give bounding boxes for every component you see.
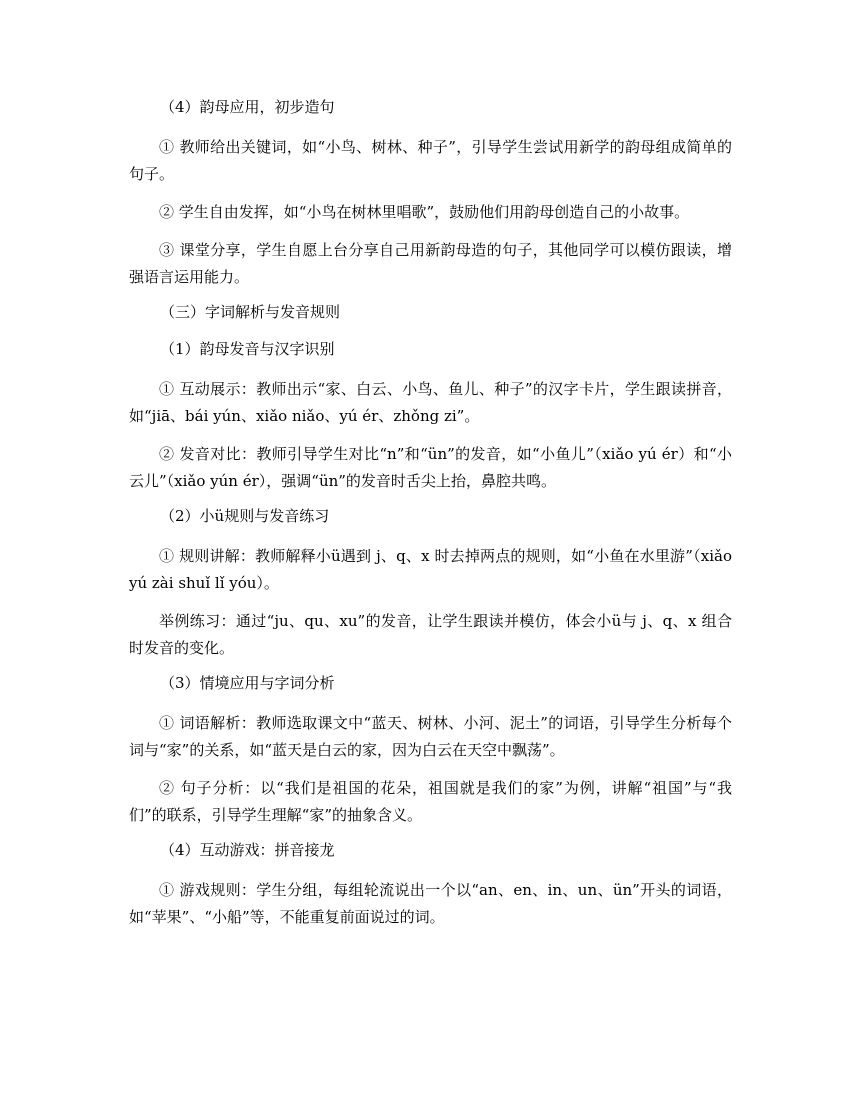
subsection-heading: （4）互动游戏：拼音接龙: [160, 841, 335, 859]
section-heading: （三）字词解析与发音规则: [160, 303, 341, 321]
paragraph: ② 发音对比：教师引导学生对比“n”和“ün”的发音，如“小鱼儿”（xiǎo yú ér）和“小云儿”（xiǎo yún ér），强调“ün”的发音时舌尖上抬，鼻腔共鸣。: [129, 445, 732, 490]
paragraph: ① 词语解析：教师选取课文中“蓝天、树林、小河、泥土”的词语，引导学生分析每个词与“家”的关系，如“蓝天是白云的家，因为白云在天空中飘荡”。: [129, 714, 732, 759]
paragraph: ③ 课堂分享，学生自愿上台分享自己用新韵母造的句子，其他同学可以模仿跟读，增强语言运用能力。: [129, 241, 732, 286]
paragraph: 举例练习：通过“ju、qu、xu”的发音，让学生跟读并模仿，体会小ü与 j、q、x 组合时发音的变化。: [129, 612, 732, 657]
paragraph: ① 规则讲解：教师解释小ü遇到 j、q、x 时去掉两点的规则，如“小鱼在水里游”（xiǎo yú zài shuǐ lǐ yóu）。: [129, 547, 732, 592]
subsection-heading: （2）小ü规则与发音练习: [160, 507, 330, 525]
subsection-heading: （3）情境应用与字词分析: [160, 674, 335, 692]
subsection-heading: （1）韵母发音与汉字识别: [160, 340, 335, 358]
document-body: [129, 97, 732, 942]
paragraph: ② 句子分析：以“我们是祖国的花朵，祖国就是我们的家”为例，讲解“祖国”与“我们”的联系，引导学生理解“家”的抽象含义。: [129, 779, 732, 824]
paragraph: ① 游戏规则：学生分组，每组轮流说出一个以“an、en、in、un、ün”开头的词语，如“苹果”、“小船”等，不能重复前面说过的词。: [129, 881, 732, 926]
section-heading: （4）韵母应用，初步造句: [160, 98, 335, 116]
paragraph: ② 学生自由发挥，如“小鸟在树林里唱歌”，鼓励他们用韵母创造自己的小故事。: [159, 203, 690, 221]
paragraph: ① 教师给出关键词，如“小鸟、树林、种子”，引导学生尝试用新学的韵母组成简单的句子。: [129, 138, 732, 183]
paragraph: ① 互动展示：教师出示“家、白云、小鸟、鱼儿、种子”的汉字卡片，学生跟读拼音，如“jiā、bái yún、xiǎo niǎo、yú ér、zhǒng zi”。: [129, 380, 732, 425]
